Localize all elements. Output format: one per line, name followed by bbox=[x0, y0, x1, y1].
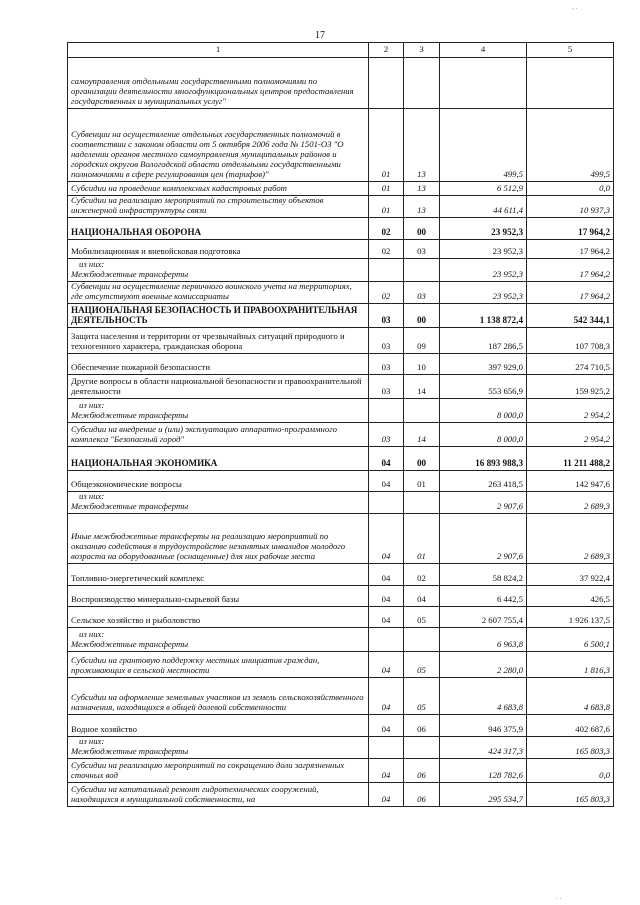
row-c4-cell: 8 000,0 bbox=[440, 399, 527, 423]
table-row bbox=[68, 423, 614, 447]
row-name-cell bbox=[68, 399, 369, 423]
table-row bbox=[68, 471, 614, 492]
row-name-cell: Субсидии на проведение комплексных кадастровых работ bbox=[68, 182, 369, 196]
row-c3-cell: 00 bbox=[404, 447, 440, 471]
row-c5-cell: 402 687,6 bbox=[527, 715, 614, 737]
row-c2-cell: 01 bbox=[369, 196, 404, 218]
table-row bbox=[68, 715, 614, 737]
table-row bbox=[68, 492, 614, 514]
row-c5-cell: 542 344,1 bbox=[527, 304, 614, 328]
row-name-cell bbox=[68, 737, 369, 759]
row-c2-cell: 03 bbox=[369, 304, 404, 328]
row-c4-cell: 397 929,0 bbox=[440, 354, 527, 375]
row-c2-cell: 03 bbox=[369, 328, 404, 354]
row-c3-cell: 13 bbox=[404, 109, 440, 182]
row-c3-cell: 10 bbox=[404, 354, 440, 375]
row-c2-cell: 04 bbox=[369, 564, 404, 586]
row-c3-cell: 00 bbox=[404, 218, 440, 240]
row-sublabel: из них: bbox=[79, 491, 105, 502]
row-name-cell: Обеспечение пожарной безопасности bbox=[68, 354, 369, 375]
row-label: Межбюджетные трансферты bbox=[71, 639, 189, 650]
row-name-cell: Субсидии на оформление земельных участков из земель сельскохозяйственного назначения, находящихся в общей долевой собственности bbox=[68, 678, 369, 715]
row-c3-cell: 06 bbox=[404, 715, 440, 737]
row-c4-cell: 44 611,4 bbox=[440, 196, 527, 218]
row-c3-cell bbox=[404, 492, 440, 514]
row-c5-cell: 0,0 bbox=[527, 759, 614, 783]
header-cell-5: 5 bbox=[527, 43, 614, 58]
row-c4-cell: 295 534,7 bbox=[440, 783, 527, 807]
row-c5-cell: 2 689,3 bbox=[527, 514, 614, 564]
table-row bbox=[68, 586, 614, 607]
row-c5-cell: 17 964,2 bbox=[527, 240, 614, 259]
row-c3-cell: 01 bbox=[404, 514, 440, 564]
row-c4-cell: 8 000,0 bbox=[440, 423, 527, 447]
row-sublabel: из них: bbox=[79, 259, 105, 270]
table-row bbox=[68, 196, 614, 218]
row-c5-cell: 142 947,6 bbox=[527, 471, 614, 492]
row-c5-cell: 17 964,2 bbox=[527, 259, 614, 282]
row-c4-cell: 946 375,9 bbox=[440, 715, 527, 737]
row-c5-cell: 11 211 488,2 bbox=[527, 447, 614, 471]
row-c5-cell: 426,5 bbox=[527, 586, 614, 607]
row-c2-cell: 04 bbox=[369, 715, 404, 737]
row-c2-cell bbox=[369, 259, 404, 282]
row-c5-cell: 1 926 137,5 bbox=[527, 607, 614, 628]
row-c2-cell bbox=[369, 628, 404, 652]
row-name-cell: Субсидии на реализацию мероприятий по строительству объектов инженерной инфраструктуры связи bbox=[68, 196, 369, 218]
row-c5-cell: 4 683,8 bbox=[527, 678, 614, 715]
row-c2-cell: 04 bbox=[369, 471, 404, 492]
row-c2-cell: 04 bbox=[369, 783, 404, 807]
table-row bbox=[68, 514, 614, 564]
row-c4-cell: 2 607 755,4 bbox=[440, 607, 527, 628]
table-row bbox=[68, 58, 614, 109]
row-c4-cell: 263 418,5 bbox=[440, 471, 527, 492]
table-row bbox=[68, 218, 614, 240]
row-c4-cell: 23 952,3 bbox=[440, 240, 527, 259]
row-c2-cell: 02 bbox=[369, 282, 404, 304]
row-c4-cell: 23 952,3 bbox=[440, 282, 527, 304]
row-c4-cell: 6 963,8 bbox=[440, 628, 527, 652]
corner-mark-bottom: . . bbox=[556, 893, 562, 901]
row-name-cell: Иные межбюджетные трансферты на реализацию мероприятий по оказанию содействия в трудоустройстве незанятых инвалидов молодого возраста на оборудованные (оснащенные) для них рабочие места bbox=[68, 514, 369, 564]
row-c5-cell bbox=[527, 58, 614, 109]
row-c2-cell bbox=[369, 58, 404, 109]
row-sublabel: из них: bbox=[79, 629, 105, 640]
row-name-cell: Субсидии на капитальный ремонт гидротехнических сооружений, находящихся в муниципальной собственности, на bbox=[68, 783, 369, 807]
row-name-cell: НАЦИОНАЛЬНАЯ БЕЗОПАСНОСТЬ И ПРАВООХРАНИТЕЛЬНАЯ ДЕЯТЕЛЬНОСТЬ bbox=[68, 304, 369, 328]
table-row bbox=[68, 447, 614, 471]
row-label: Межбюджетные трансферты bbox=[71, 410, 189, 421]
row-label: Межбюджетные трансферты bbox=[71, 746, 189, 757]
row-name-cell: Субвенции на осуществление первичного воинского учета на территориях, где отсутствуют военные комиссариаты bbox=[68, 282, 369, 304]
table-row bbox=[68, 259, 614, 282]
row-c4-cell: 424 317,3 bbox=[440, 737, 527, 759]
row-c2-cell: 04 bbox=[369, 447, 404, 471]
row-c4-cell: 1 138 872,4 bbox=[440, 304, 527, 328]
table-row bbox=[68, 328, 614, 354]
row-c4-cell: 128 782,6 bbox=[440, 759, 527, 783]
row-c5-cell: 0,0 bbox=[527, 182, 614, 196]
row-c3-cell: 14 bbox=[404, 423, 440, 447]
row-c3-cell: 03 bbox=[404, 240, 440, 259]
header-cell-3: 3 bbox=[404, 43, 440, 58]
table-row bbox=[68, 354, 614, 375]
row-c5-cell: 159 925,2 bbox=[527, 375, 614, 399]
row-c3-cell: 05 bbox=[404, 678, 440, 715]
row-c4-cell: 23 952,3 bbox=[440, 259, 527, 282]
row-c3-cell: 02 bbox=[404, 564, 440, 586]
row-c3-cell bbox=[404, 737, 440, 759]
header-cell-1: 1 bbox=[68, 43, 369, 58]
row-name-cell: Воспроизводство минерально-сырьевой базы bbox=[68, 586, 369, 607]
row-c4-cell bbox=[440, 58, 527, 109]
header-cell-2: 2 bbox=[369, 43, 404, 58]
row-c5-cell: 2 954,2 bbox=[527, 399, 614, 423]
row-c5-cell: 1 816,3 bbox=[527, 652, 614, 678]
row-c2-cell: 04 bbox=[369, 652, 404, 678]
row-c5-cell: 2 954,2 bbox=[527, 423, 614, 447]
row-c4-cell: 553 656,9 bbox=[440, 375, 527, 399]
table-row bbox=[68, 628, 614, 652]
row-c5-cell: 274 710,5 bbox=[527, 354, 614, 375]
table-row bbox=[68, 399, 614, 423]
row-c2-cell: 04 bbox=[369, 759, 404, 783]
table-row bbox=[68, 375, 614, 399]
row-c5-cell: 10 937,3 bbox=[527, 196, 614, 218]
row-c5-cell: 17 964,2 bbox=[527, 218, 614, 240]
row-name-cell: Сельское хозяйство и рыболовство bbox=[68, 607, 369, 628]
row-c5-cell: 37 922,4 bbox=[527, 564, 614, 586]
row-c3-cell: 09 bbox=[404, 328, 440, 354]
row-name-cell: Субсидии на реализацию мероприятий по сокращению доли загрязненных сточных вод bbox=[68, 759, 369, 783]
row-sublabel: из них: bbox=[79, 736, 105, 747]
page-number: 17 bbox=[315, 30, 325, 41]
row-c2-cell bbox=[369, 399, 404, 423]
table-row bbox=[68, 652, 614, 678]
row-c4-cell: 16 893 988,3 bbox=[440, 447, 527, 471]
row-c4-cell: 2 907,6 bbox=[440, 492, 527, 514]
row-c3-cell bbox=[404, 399, 440, 423]
row-c2-cell: 03 bbox=[369, 375, 404, 399]
row-c2-cell: 04 bbox=[369, 586, 404, 607]
row-name-cell: Субсидии на грантовую поддержку местных инициатив граждан, проживающих в сельской местности bbox=[68, 652, 369, 678]
row-name-cell: Водное хозяйство bbox=[68, 715, 369, 737]
table-header-row bbox=[68, 43, 614, 58]
row-name-cell: Мобилизационная и вневойсковая подготовка bbox=[68, 240, 369, 259]
row-c2-cell: 01 bbox=[369, 109, 404, 182]
row-name-cell: НАЦИОНАЛЬНАЯ ОБОРОНА bbox=[68, 218, 369, 240]
row-c2-cell: 03 bbox=[369, 423, 404, 447]
row-c3-cell bbox=[404, 628, 440, 652]
table-row bbox=[68, 109, 614, 182]
row-c2-cell: 04 bbox=[369, 514, 404, 564]
row-c2-cell: 04 bbox=[369, 678, 404, 715]
row-c5-cell: 2 689,3 bbox=[527, 492, 614, 514]
row-c4-cell: 2 907,6 bbox=[440, 514, 527, 564]
table-row bbox=[68, 240, 614, 259]
table-row bbox=[68, 759, 614, 783]
row-c4-cell: 4 683,8 bbox=[440, 678, 527, 715]
row-name-cell: самоуправления отдельными государственными полномочиями по организации деятельности многофункциональных центров предоставления государственных и муниципальных услуг" bbox=[68, 58, 369, 109]
table-row bbox=[68, 737, 614, 759]
row-name-cell: Субвенции на осуществление отдельных государственных полномочий в соответствии с законом области от 5 октября 2006 года № 1501-ОЗ "О наделении органов местного самоуправления муниципальных районов и городских округов Вологодской области отдельными государственными полномочиями в сфере регулирования цен (тарифов)" bbox=[68, 109, 369, 182]
row-c4-cell: 58 824,2 bbox=[440, 564, 527, 586]
row-name-cell: Субсидии на внедрение и (или) эксплуатацию аппаратно-программного комплекса "Безопасный город" bbox=[68, 423, 369, 447]
header-cell-4: 4 bbox=[440, 43, 527, 58]
row-name-cell: Защита населения и территории от чрезвычайных ситуаций природного и техногенного характера, гражданская оборона bbox=[68, 328, 369, 354]
row-c2-cell: 02 bbox=[369, 240, 404, 259]
row-c5-cell: 17 964,2 bbox=[527, 282, 614, 304]
table-row bbox=[68, 607, 614, 628]
row-c5-cell: 107 708,3 bbox=[527, 328, 614, 354]
row-c3-cell: 05 bbox=[404, 652, 440, 678]
row-c3-cell: 04 bbox=[404, 586, 440, 607]
row-sublabel: из них: bbox=[79, 400, 105, 411]
row-c4-cell: 6 512,9 bbox=[440, 182, 527, 196]
row-name-cell: Общеэкономические вопросы bbox=[68, 471, 369, 492]
row-c2-cell: 01 bbox=[369, 182, 404, 196]
table-row bbox=[68, 304, 614, 328]
row-c3-cell bbox=[404, 259, 440, 282]
row-label: Межбюджетные трансферты bbox=[71, 501, 189, 512]
row-name-cell: НАЦИОНАЛЬНАЯ ЭКОНОМИКА bbox=[68, 447, 369, 471]
row-name-cell bbox=[68, 492, 369, 514]
row-c4-cell: 2 280,0 bbox=[440, 652, 527, 678]
row-c4-cell: 187 286,5 bbox=[440, 328, 527, 354]
row-c2-cell bbox=[369, 737, 404, 759]
row-c3-cell: 00 bbox=[404, 304, 440, 328]
row-name-cell: Другие вопросы в области национальной безопасности и правоохранительной деятельности bbox=[68, 375, 369, 399]
row-label: Межбюджетные трансферты bbox=[71, 269, 189, 280]
row-c3-cell: 05 bbox=[404, 607, 440, 628]
corner-mark: , . bbox=[572, 3, 578, 11]
table-row bbox=[68, 678, 614, 715]
row-c3-cell: 06 bbox=[404, 759, 440, 783]
row-c2-cell bbox=[369, 492, 404, 514]
row-c5-cell: 499,5 bbox=[527, 109, 614, 182]
row-c4-cell: 6 442,5 bbox=[440, 586, 527, 607]
row-c3-cell: 13 bbox=[404, 182, 440, 196]
row-c3-cell: 14 bbox=[404, 375, 440, 399]
row-name-cell bbox=[68, 259, 369, 282]
row-c4-cell: 23 952,3 bbox=[440, 218, 527, 240]
table-body bbox=[68, 43, 614, 807]
table-row bbox=[68, 182, 614, 196]
row-c2-cell: 04 bbox=[369, 607, 404, 628]
row-c4-cell: 499,5 bbox=[440, 109, 527, 182]
row-c3-cell: 01 bbox=[404, 471, 440, 492]
table-row bbox=[68, 783, 614, 807]
table-row bbox=[68, 282, 614, 304]
row-c3-cell: 13 bbox=[404, 196, 440, 218]
row-c5-cell: 6 500,1 bbox=[527, 628, 614, 652]
row-c2-cell: 03 bbox=[369, 354, 404, 375]
row-c5-cell: 165 803,3 bbox=[527, 783, 614, 807]
row-c3-cell: 03 bbox=[404, 282, 440, 304]
table-row bbox=[68, 564, 614, 586]
row-name-cell bbox=[68, 628, 369, 652]
row-c3-cell bbox=[404, 58, 440, 109]
row-name-cell: Топливно-энергетический комплекс bbox=[68, 564, 369, 586]
row-c3-cell: 06 bbox=[404, 783, 440, 807]
row-c2-cell: 02 bbox=[369, 218, 404, 240]
row-c5-cell: 165 803,3 bbox=[527, 737, 614, 759]
budget-table bbox=[67, 42, 614, 807]
